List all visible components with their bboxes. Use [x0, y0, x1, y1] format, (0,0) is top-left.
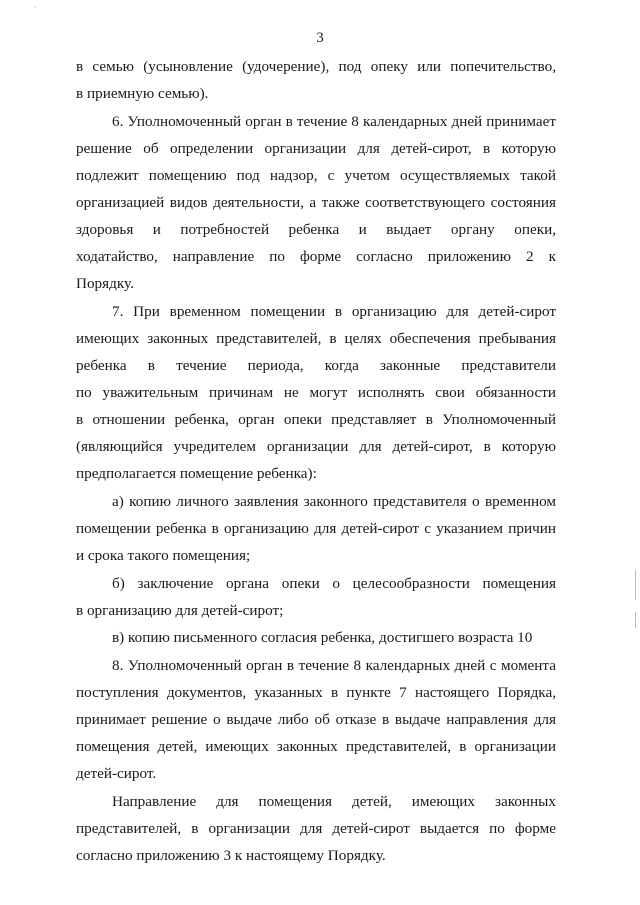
text-line: в организацию для детей-сирот; [76, 602, 284, 619]
text-line: поступления документов, указанных в пункте 7 настоящего Порядка, [76, 684, 556, 701]
text-line: здоровья и потребностей ребенка и выдает органу опеки, [76, 221, 556, 238]
scan-mark: · [34, 3, 37, 12]
text-line: в отношении ребенка, орган опеки представляет в Уполномоченный [76, 411, 556, 428]
text-line: принимает решение о выдаче либо об отказе в выдаче направления для [76, 711, 556, 728]
text-line: 6. Уполномоченный орган в течение 8 календарных дней принимает [112, 113, 556, 130]
margin-artifact [635, 612, 636, 628]
text-line: 8. Уполномоченный орган в течение 8 календарных дней с момента [112, 657, 556, 674]
margin-artifact [635, 570, 636, 600]
text-line: предполагается помещение ребенка): [76, 465, 317, 482]
text-line: помещении ребенка в организацию для детей-сирот с указанием причин [76, 520, 556, 537]
text-line: ходатайство, направление по форме согласно приложению 2 к [76, 248, 556, 265]
text-line: представителей, в организации для детей-сирот выдается по форме [76, 820, 556, 837]
text-line: по уважительным причинам не могут исполнять свои обязанности [76, 384, 556, 401]
text-line: в приемную семью). [76, 85, 209, 102]
text-line: ребенка в течение периода, когда законные представители [76, 357, 556, 374]
text-line: б) заключение органа опеки о целесообразности помещения [112, 575, 556, 592]
text-line: имеющих законных представителей, в целях обеспечения пребывания [76, 330, 556, 347]
text-line: и срока такого помещения; [76, 547, 251, 564]
text-line: решение об определении организации для детей-сирот, в которую [76, 140, 556, 157]
text-line: детей-сирот. [76, 765, 157, 782]
text-line: Порядку. [76, 275, 134, 292]
text-line: 7. При временном помещении в организацию для детей-сирот [112, 303, 556, 320]
text-line: а) копию личного заявления законного представителя о временном [112, 493, 556, 510]
text-line: подлежит помещению под надзор, с учетом осуществляемых такой [76, 167, 556, 184]
text-line: в семью (усыновление (удочерение), под опеку или попечительство, [76, 58, 556, 75]
text-line: в) копию письменного согласия ребенка, достигшего возраста 10 [112, 629, 533, 646]
text-line: Направление для помещения детей, имеющих законных [112, 793, 556, 810]
text-line: (являющийся учредителем организации для детей-сирот, в которую [76, 438, 556, 455]
text-line: помещения детей, имеющих законных представителей, в организации [76, 738, 556, 755]
page-number: 3 [316, 30, 324, 46]
text-line: организацией видов деятельности, а также соответствующего состояния [76, 194, 556, 211]
text-line: согласно приложению 3 к настоящему Порядку. [76, 847, 386, 864]
